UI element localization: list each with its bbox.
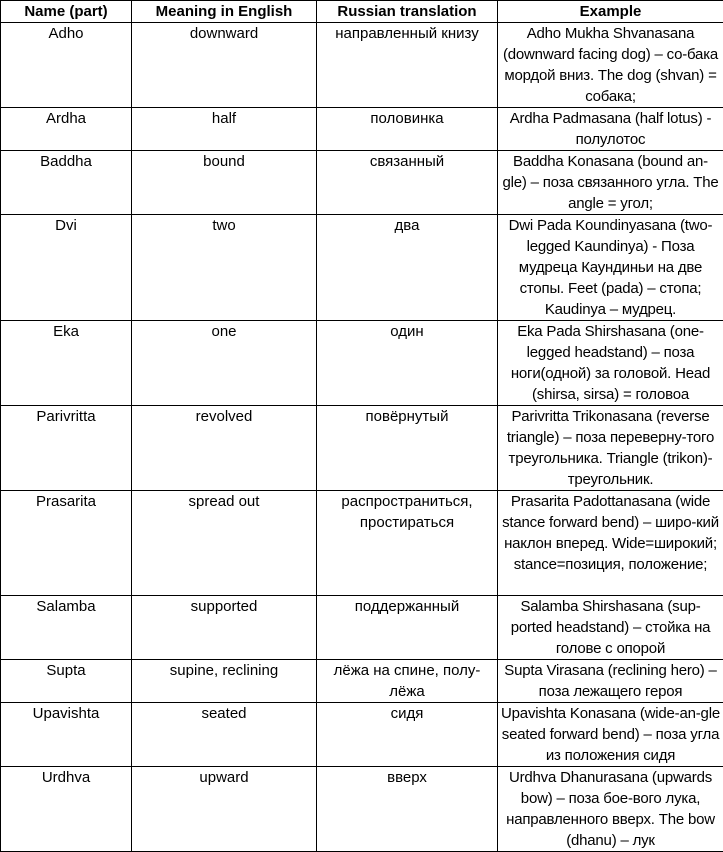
cell-name: Parivritta <box>1 406 132 491</box>
cell-example: Urdhva Dhanurasana (upwards bow) – поза бое-вого лука, направленного вверх. The bow (dhanu) – лук <box>498 767 723 852</box>
cell-meaning: revolved <box>132 406 317 491</box>
table-row <box>1 23 723 108</box>
header-meaning: Meaning in English <box>132 1 317 23</box>
cell-name: Salamba <box>1 596 132 660</box>
cell-russian: два <box>317 215 498 321</box>
cell-meaning: upward <box>132 767 317 852</box>
cell-russian: повёрнутый <box>317 406 498 491</box>
cell-example: Baddha Konasana (bound an-gle) – поза связанного угла. The angle = угол; <box>498 151 723 215</box>
cell-meaning: seated <box>132 703 317 767</box>
cell-example: Ardha Padmasana (half lotus) - полулотос <box>498 108 723 151</box>
cell-russian: лёжа на спине, полу-лёжа <box>317 660 498 703</box>
cell-meaning: half <box>132 108 317 151</box>
cell-meaning: downward <box>132 23 317 108</box>
cell-name: Eka <box>1 321 132 406</box>
cell-meaning: spread out <box>132 491 317 596</box>
table-row <box>1 660 723 703</box>
cell-name: Urdhva <box>1 767 132 852</box>
cell-russian: связанный <box>317 151 498 215</box>
cell-meaning: bound <box>132 151 317 215</box>
table-row <box>1 767 723 852</box>
table-row <box>1 491 723 596</box>
cell-meaning: supported <box>132 596 317 660</box>
header-name: Name (part) <box>1 1 132 23</box>
cell-example: Supta Virasana (reclining hero) – поза лежащего героя <box>498 660 723 703</box>
table-row <box>1 703 723 767</box>
cell-meaning: supine, reclining <box>132 660 317 703</box>
header-russian: Russian translation <box>317 1 498 23</box>
cell-russian: распространиться, простираться <box>317 491 498 596</box>
table-row <box>1 321 723 406</box>
cell-example: Eka Pada Shirshasana (one-legged headstand) – поза ноги(одной) за головой. Head (shirsa, sirsa) = головоа <box>498 321 723 406</box>
cell-example: Adho Mukha Shvanasana (downward facing dog) – со-бака мордой вниз. The dog (shvan) = собака; <box>498 23 723 108</box>
cell-name: Supta <box>1 660 132 703</box>
cell-name: Adho <box>1 23 132 108</box>
cell-name: Prasarita <box>1 491 132 596</box>
cell-name: Baddha <box>1 151 132 215</box>
cell-russian: половинка <box>317 108 498 151</box>
cell-russian: один <box>317 321 498 406</box>
cell-russian: поддержанный <box>317 596 498 660</box>
cell-example: Prasarita Padottanasana (wide stance forward bend) – широ-кий наклон вперед. Wide=широкий; stance=позиция, положение; <box>498 491 723 596</box>
cell-example: Parivritta Trikonasana (reverse triangle) – поза переверну-того треугольника. Triangle (trikon)-треугольник. <box>498 406 723 491</box>
cell-meaning: one <box>132 321 317 406</box>
cell-russian: направленный книзу <box>317 23 498 108</box>
cell-name: Ardha <box>1 108 132 151</box>
cell-example: Dwi Pada Koundinyasana (two-legged Kaundinya) - Поза мудреца Каундиньи на две стопы. Feet (pada) – стопа; Kaudinya – мудрец. <box>498 215 723 321</box>
cell-meaning: two <box>132 215 317 321</box>
cell-russian: вверх <box>317 767 498 852</box>
table-row <box>1 406 723 491</box>
table-row <box>1 596 723 660</box>
table-row <box>1 151 723 215</box>
cell-russian: сидя <box>317 703 498 767</box>
cell-example: Upavishta Konasana (wide-an-gle seated forward bend) – поза угла из положения сидя <box>498 703 723 767</box>
table-row <box>1 108 723 151</box>
table-row <box>1 215 723 321</box>
table-header-row <box>1 1 723 23</box>
cell-example: Salamba Shirshasana (sup-ported headstand) – стойка на голове с опорой <box>498 596 723 660</box>
cell-name: Upavishta <box>1 703 132 767</box>
header-example: Example <box>498 1 723 23</box>
cell-name: Dvi <box>1 215 132 321</box>
